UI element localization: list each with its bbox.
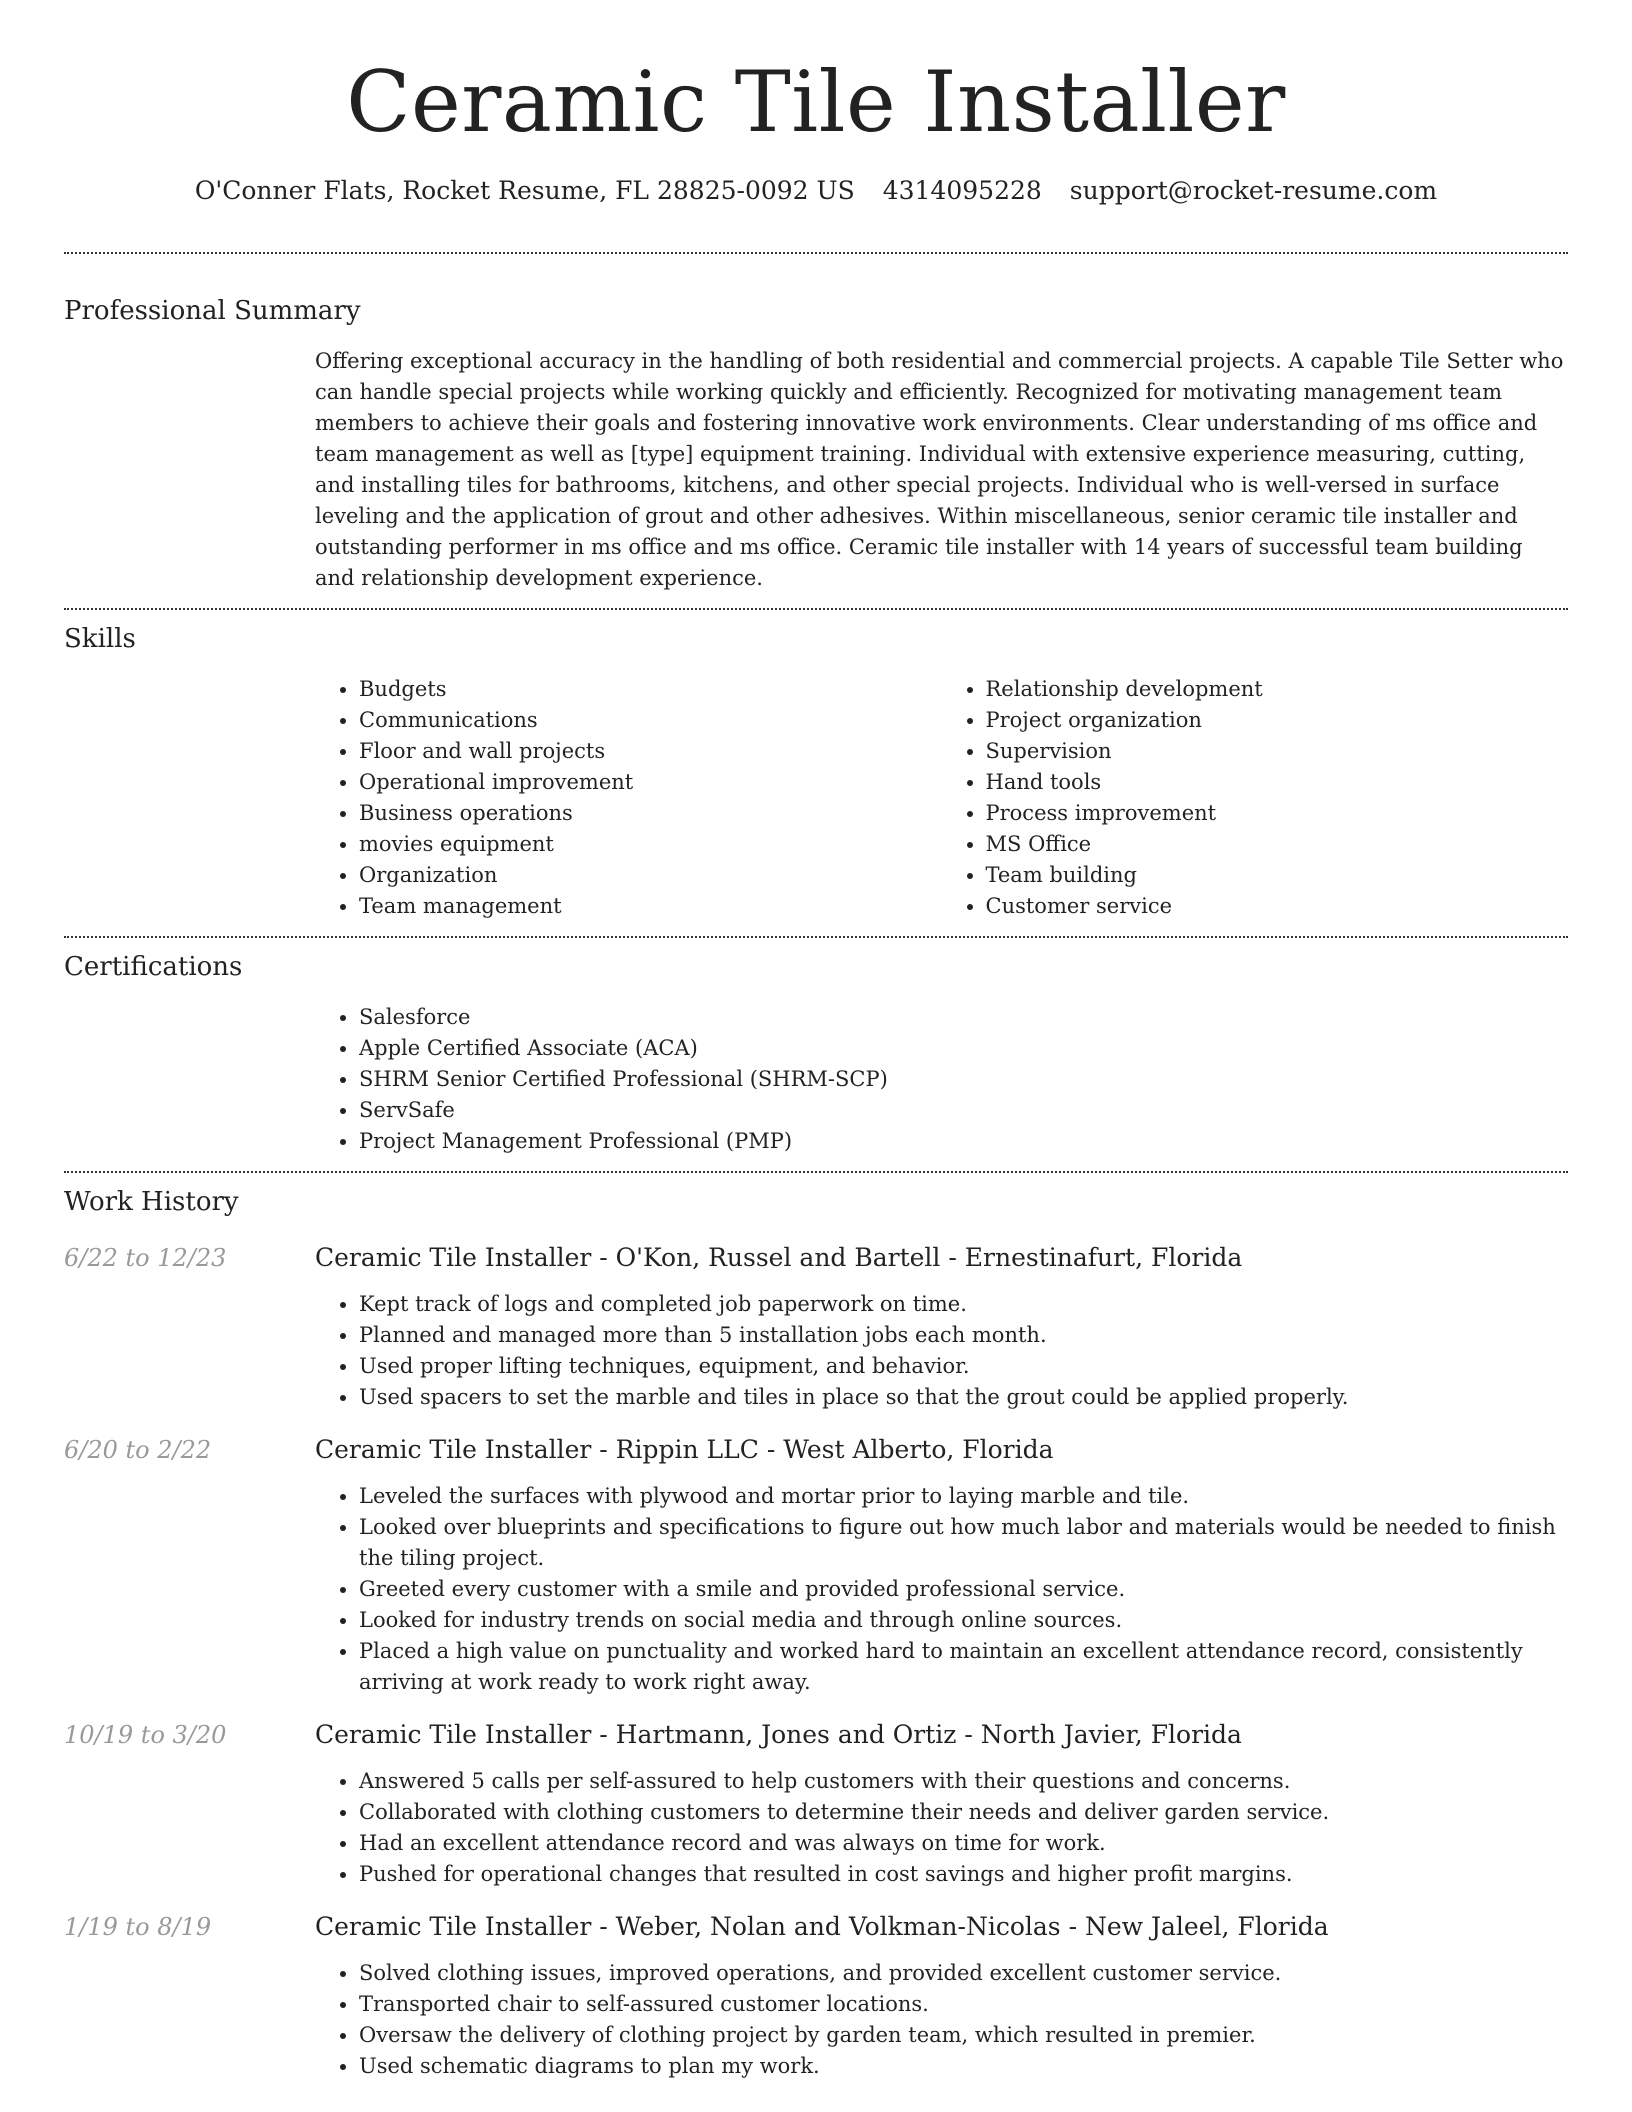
list-item: • Leveled the surfaces with plywood and mortar prior to laying marble and tile. bbox=[359, 1481, 1568, 1512]
list-item: • Apple Certified Associate (ACA) bbox=[359, 1033, 1568, 1064]
resume-page bbox=[64, 0, 1568, 2082]
list-item: • Used spacers to set the marble and tiles in place so that the grout could be applied properly. bbox=[359, 1382, 1568, 1413]
list-item: • Greeted every customer with a smile and provided professional service. bbox=[359, 1574, 1568, 1605]
certifications-heading: Certifications bbox=[64, 952, 243, 982]
list-item: • Project organization bbox=[986, 705, 1569, 736]
work-history-heading: Work History bbox=[64, 1187, 239, 1217]
list-item: • Team building bbox=[986, 860, 1569, 891]
list-item: • Collaborated with clothing customers to determine their needs and deliver garden service. bbox=[359, 1797, 1568, 1828]
job-header bbox=[64, 1718, 1568, 1752]
job-heading: Ceramic Tile Installer - O'Kon, Russel and Bartell - Ernestinafurt, Florida bbox=[315, 1243, 1243, 1272]
job-heading: Ceramic Tile Installer - Hartmann, Jones and Ortiz - North Javier, Florida bbox=[315, 1720, 1242, 1749]
certifications-list bbox=[315, 1002, 1568, 1157]
job-entry bbox=[64, 1433, 1568, 1698]
resume-name: Ceramic Tile Installer bbox=[346, 53, 1286, 151]
list-item: • Oversaw the delivery of clothing project by garden team, which resulted in premier. bbox=[359, 2020, 1568, 2051]
list-item: • movies equipment bbox=[359, 829, 942, 860]
job-bullet-list bbox=[315, 1289, 1568, 1413]
certifications-section bbox=[64, 950, 1568, 1157]
list-item: • Budgets bbox=[359, 674, 942, 705]
list-item: • Operational improvement bbox=[359, 767, 942, 798]
contact-phone: 4314095228 bbox=[882, 176, 1042, 205]
list-item: • Answered 5 calls per self-assured to help customers with their questions and concerns. bbox=[359, 1766, 1568, 1797]
list-item: • SHRM Senior Certified Professional (SHRM-SCP) bbox=[359, 1064, 1568, 1095]
list-item: • Looked over blueprints and specifications to figure out how much labor and materials would be needed to finish the tiling project. bbox=[359, 1512, 1568, 1574]
job-header bbox=[64, 1241, 1568, 1275]
list-item: • Used schematic diagrams to plan my work. bbox=[359, 2051, 1568, 2082]
job-dates: 6/22 to 12/23 bbox=[64, 1244, 227, 1272]
job-dates: 1/19 to 8/19 bbox=[64, 1913, 212, 1941]
job-heading: Ceramic Tile Installer - Rippin LLC - West Alberto, Florida bbox=[315, 1435, 1054, 1464]
list-item: • ServSafe bbox=[359, 1095, 1568, 1126]
list-item: • Solved clothing issues, improved operations, and provided excellent customer service. bbox=[359, 1958, 1568, 1989]
list-item: • Planned and managed more than 5 installation jobs each month. bbox=[359, 1320, 1568, 1351]
work-history-section bbox=[64, 1185, 1568, 2082]
list-item: • Kept track of logs and completed job paperwork on time. bbox=[359, 1289, 1568, 1320]
list-item: • Hand tools bbox=[986, 767, 1569, 798]
list-item: • Relationship development bbox=[986, 674, 1569, 705]
list-item: • Placed a high value on punctuality and worked hard to maintain an excellent attendance record, consistently arriving at work ready to work right away. bbox=[359, 1636, 1568, 1698]
skills-section bbox=[64, 622, 1568, 922]
list-item: • Process improvement bbox=[986, 798, 1569, 829]
contact-email: support@rocket-resume.com bbox=[1069, 176, 1438, 205]
list-item: • Looked for industry trends on social media and through online sources. bbox=[359, 1605, 1568, 1636]
list-item: • Team management bbox=[359, 891, 942, 922]
skills-heading: Skills bbox=[64, 624, 136, 654]
skills-list-left bbox=[315, 674, 942, 922]
skills-divider bbox=[64, 936, 1568, 938]
list-item: • Organization bbox=[359, 860, 942, 891]
summary-section bbox=[64, 294, 1568, 594]
list-item: • Floor and wall projects bbox=[359, 736, 942, 767]
list-item: • Pushed for operational changes that resulted in cost savings and higher profit margins. bbox=[359, 1859, 1568, 1890]
jobs-container bbox=[64, 1241, 1568, 2082]
summary-divider bbox=[64, 608, 1568, 610]
list-item: • Supervision bbox=[986, 736, 1569, 767]
job-dates: 10/19 to 3/20 bbox=[64, 1721, 227, 1749]
list-item: • Salesforce bbox=[359, 1002, 1568, 1033]
header-divider bbox=[64, 252, 1568, 254]
job-bullet-list bbox=[315, 1766, 1568, 1890]
list-item: • MS Office bbox=[986, 829, 1569, 860]
summary-heading: Professional Summary bbox=[64, 296, 361, 326]
list-item: • Transported chair to self-assured customer locations. bbox=[359, 1989, 1568, 2020]
job-entry bbox=[64, 1718, 1568, 1890]
list-item: • Used proper lifting techniques, equipment, and behavior. bbox=[359, 1351, 1568, 1382]
job-header bbox=[64, 1433, 1568, 1467]
list-item: • Project Management Professional (PMP) bbox=[359, 1126, 1568, 1157]
list-item: • Business operations bbox=[359, 798, 942, 829]
job-bullet-list bbox=[315, 1481, 1568, 1698]
contact-line bbox=[64, 174, 1568, 208]
skills-list-right bbox=[942, 674, 1569, 922]
job-entry bbox=[64, 1241, 1568, 1413]
job-heading: Ceramic Tile Installer - Weber, Nolan and Volkman-Nicolas - New Jaleel, Florida bbox=[315, 1912, 1329, 1941]
job-dates: 6/20 to 2/22 bbox=[64, 1436, 212, 1464]
list-item: • Had an excellent attendance record and was always on time for work. bbox=[359, 1828, 1568, 1859]
job-bullet-list bbox=[315, 1958, 1568, 2082]
certifications-divider bbox=[64, 1171, 1568, 1173]
list-item: • Communications bbox=[359, 705, 942, 736]
job-entry bbox=[64, 1910, 1568, 2082]
list-item: • Customer service bbox=[986, 891, 1569, 922]
job-header bbox=[64, 1910, 1568, 1944]
summary-text: Offering exceptional accuracy in the handling of both residential and commercial projects. A capable Tile Setter who can handle special projects while working quickly and efficiently. Recognized for motivating management team members to achieve their goals and fostering innovative work environments. Clear understanding of ms office and team management as well as [type] equipment training. Individual with extensive experience measuring, cutting, and installing tiles for bathrooms, kitchens, and other special projects. Individual who is well-versed in surface leveling and the application of grout and other adhesives. Within miscellaneous, senior ceramic tile installer and outstanding performer in ms office and ms office. Ceramic tile installer with 14 years of successful team building and relationship development experience. bbox=[315, 349, 1564, 590]
contact-address: O'Conner Flats, Rocket Resume, FL 28825-0092 US bbox=[194, 176, 855, 205]
